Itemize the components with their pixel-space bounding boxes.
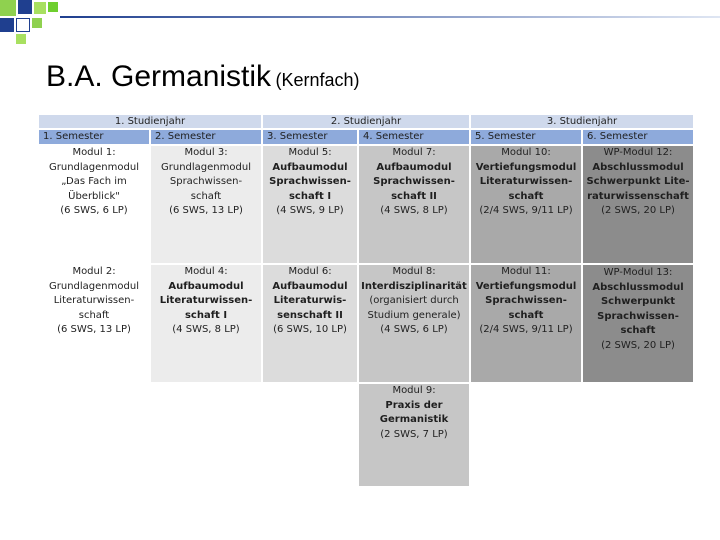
module-line: Schwerpunkt Lite- [586, 176, 690, 187]
header-rule [60, 16, 720, 18]
year-header: 2. Studienjahr [263, 115, 469, 128]
module-line: Schwerpunkt [600, 296, 676, 307]
module-line: Modul 5: [288, 147, 332, 158]
module-line: (4 SWS, 6 LP) [380, 324, 448, 335]
empty-cell [263, 384, 357, 486]
module-cell [39, 146, 149, 263]
module-line: Modul 11: [501, 266, 551, 277]
module-line: Modul 2: [72, 266, 116, 277]
module-line: schaft [78, 309, 110, 321]
module-line: Sprachwissen- [373, 176, 455, 187]
module-line: schaft [190, 190, 222, 202]
deco-square [0, 18, 14, 32]
module-line: senschaft II [277, 309, 343, 321]
module-cell [583, 265, 693, 382]
module-line: (organisiert durch [369, 295, 459, 306]
module-line: Grundlagenmodul [161, 161, 251, 173]
module-line: Abschlussmodul [592, 161, 684, 173]
module-line: Modul 8: [392, 266, 436, 277]
module-line: Modul 9: [392, 385, 436, 396]
deco-square [32, 18, 42, 28]
module-line: (6 SWS, 6 LP) [60, 205, 128, 216]
empty-cell [39, 384, 149, 486]
module-line: Aufbaumodul [272, 280, 348, 292]
module-line: (2/4 SWS, 9/11 LP) [479, 205, 573, 216]
module-line: Grundlagenmodul [49, 280, 139, 292]
module-line: WP-Modul 13: [603, 267, 673, 278]
module-line: Grundlagenmodul [49, 161, 139, 173]
deco-square [16, 18, 30, 32]
module-line: Aufbaumodul [168, 280, 244, 292]
module-line: Überblick" [68, 190, 120, 202]
module-line: (2/4 SWS, 9/11 LP) [479, 324, 573, 335]
module-cell [263, 265, 357, 382]
empty-cell [151, 384, 261, 486]
deco-square [48, 2, 58, 12]
module-line: Literaturwis- [273, 295, 347, 306]
module-line: Sprachwissen- [597, 310, 679, 322]
deco-square [18, 0, 32, 14]
semester-header: 6. Semester [583, 130, 693, 144]
module-line: Modul 1: [72, 147, 116, 158]
module-line: (2 SWS, 20 LP) [601, 205, 675, 216]
module-line: Aufbaumodul [376, 161, 452, 173]
module-line: Interdisziplinarität [361, 280, 467, 292]
module-cell [471, 146, 581, 263]
module-cell [151, 265, 261, 382]
year-row [39, 115, 693, 128]
module-line: Sprachwissen- [269, 176, 351, 187]
deco-square [0, 0, 16, 16]
module-line: schaft I [184, 309, 228, 321]
page-title [46, 60, 360, 94]
semester-row [39, 130, 693, 144]
module-line: WP-Modul 12: [603, 147, 673, 158]
title-main: B.A. Germanistik [46, 60, 272, 93]
year-header: 1. Studienjahr [39, 115, 261, 128]
year-header: 3. Studienjahr [471, 115, 693, 128]
module-line: Vertiefungsmodul [475, 161, 577, 173]
module-line: „Das Fach im [61, 176, 127, 187]
module-line: Sprachwissen- [169, 176, 243, 187]
module-line: Germanistik [379, 414, 449, 425]
empty-cell [471, 384, 581, 486]
module-line: Literaturwissen- [53, 295, 135, 306]
module-cell [359, 265, 469, 382]
module-line: Modul 6: [288, 266, 332, 277]
module-line: Sprachwissen- [485, 295, 567, 306]
module-cell [359, 384, 469, 486]
module-line: (2 SWS, 7 LP) [380, 428, 448, 440]
module-row-3 [39, 384, 693, 486]
module-line: Modul 4: [184, 266, 228, 277]
deco-square [16, 34, 26, 44]
module-line: Literaturwissen- [159, 295, 253, 306]
module-line: (4 SWS, 8 LP) [380, 205, 448, 216]
module-line: Literaturwissen- [479, 176, 573, 187]
semester-header: 2. Semester [151, 130, 261, 144]
study-plan-table [37, 113, 695, 488]
module-line: schaft [508, 190, 544, 202]
module-line: Praxis der [385, 399, 443, 411]
module-cell [39, 265, 149, 382]
module-line: Modul 3: [184, 147, 228, 158]
semester-header: 5. Semester [471, 130, 581, 144]
module-line: schaft I [288, 190, 332, 202]
module-row-2 [39, 265, 693, 382]
module-line: Abschlussmodul [592, 281, 684, 293]
module-line: (2 SWS, 20 LP) [601, 339, 675, 351]
module-row-1 [39, 146, 693, 263]
module-line: schaft II [391, 190, 437, 202]
module-line: (6 SWS, 13 LP) [169, 205, 243, 216]
module-line: Modul 10: [501, 147, 551, 158]
module-cell [583, 146, 693, 263]
title-sub: (Kernfach) [275, 70, 360, 90]
module-line: raturwissenschaft [587, 190, 689, 202]
module-line: Aufbaumodul [272, 161, 348, 173]
semester-header: 1. Semester [39, 130, 149, 144]
module-line: Modul 7: [392, 147, 436, 158]
module-line: (4 SWS, 8 LP) [172, 324, 240, 335]
module-cell [263, 146, 357, 263]
module-cell [471, 265, 581, 382]
module-line: Vertiefungsmodul [475, 280, 577, 292]
deco-square [34, 2, 46, 14]
semester-header: 3. Semester [263, 130, 357, 144]
semester-header: 4. Semester [359, 130, 469, 144]
module-cell [359, 146, 469, 263]
empty-cell [583, 384, 693, 486]
corner-decoration [0, 0, 60, 45]
module-line: (4 SWS, 9 LP) [276, 205, 344, 216]
module-cell [151, 146, 261, 263]
module-line: schaft [620, 325, 656, 336]
module-line: (6 SWS, 13 LP) [57, 324, 131, 335]
module-line: schaft [508, 309, 544, 321]
module-line: (6 SWS, 10 LP) [273, 324, 347, 335]
module-line: Studium generale) [367, 309, 461, 321]
